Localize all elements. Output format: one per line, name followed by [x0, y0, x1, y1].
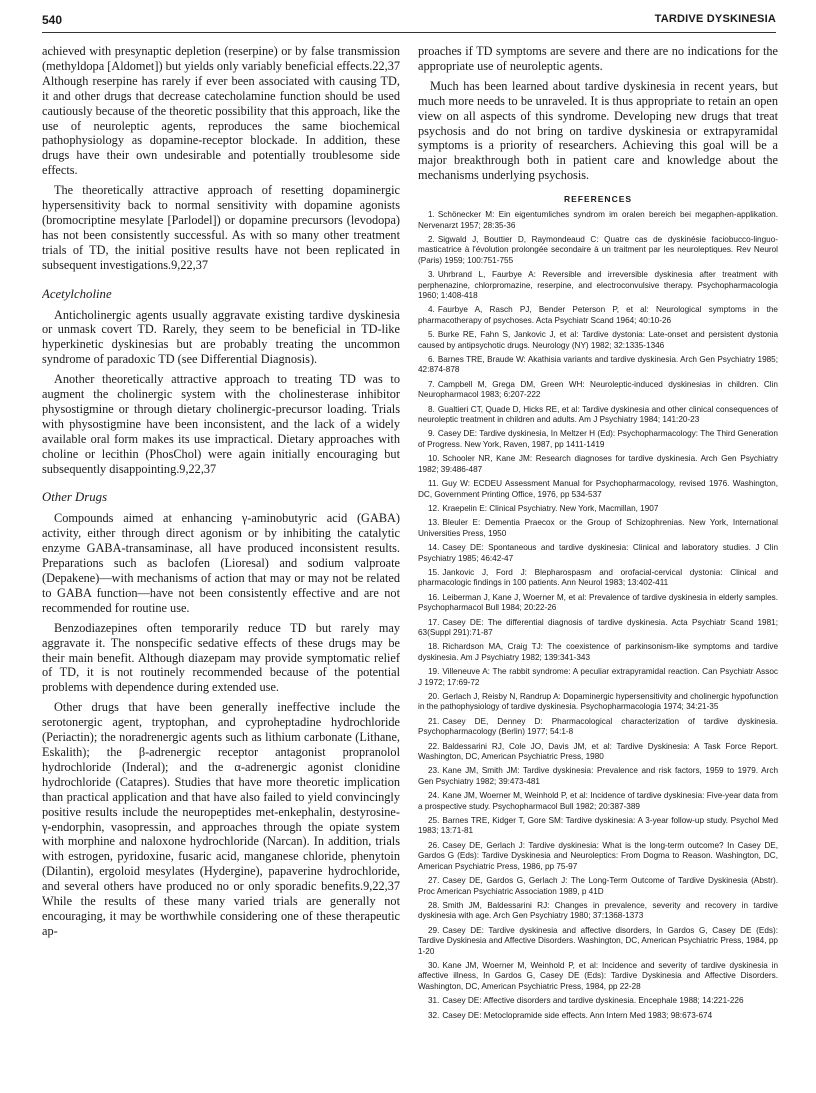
reference-number: 30. — [428, 960, 440, 970]
reference-number: 11. — [428, 479, 439, 489]
reference-item — [418, 692, 778, 713]
references-list — [418, 210, 778, 1021]
paragraph-gaba: Compounds aimed at enhancing γ-aminobutyric acid (GABA) activity, either through direct agonism or by inhibiting the catalytic enzyme GABA-transaminase, all have produced inconsistent results. Preparations such as baclofen (Lioresal) and sodium valproate (Depakene)—with mechanisms of action that may or may not be related to GABA function—have not been consistently effective and are not recommended for routine use. — [42, 511, 400, 615]
paragraph-benzodiazepines: Benzodiazepines often temporarily reduce TD but rarely may aggravate it. The nonspecific sedative effects of these drugs may be their main benefit. Although diazepam may provide symptomatic relief of TD, it is not routinely recommended because of the potential problems with dependence during extended use. — [42, 620, 400, 695]
reference-text: Casey DE, Gardos G, Gerlach J: The Long-Term Outcome of Tardive Dyskinesia (Abstr). Proc American Psychiatric Association 1989, p 41D — [418, 876, 778, 896]
reference-item — [418, 305, 778, 326]
reference-number: 32. — [428, 1010, 440, 1020]
reference-number: 20. — [428, 692, 440, 701]
reference-number: 26. — [428, 840, 440, 850]
reference-item — [418, 876, 778, 897]
reference-number: 19. — [428, 667, 440, 677]
paragraph-continuation: proaches if TD symptoms are severe and there are no indications for the appropriate use of neuroleptic agents. — [418, 44, 778, 73]
reference-item — [418, 543, 778, 564]
paragraph-dopamine-agonists: The theoretically attractive approach of resetting dopaminergic hypersensitivity back to normal sensitivity with dopamine agonists (bromocriptine mesylate [Parlodel]) or dopamine precursors (levodopa) has not been consistently successful. As with so many other treatment trials of TD, the initial positive results have not been replicated in subsequent investigations.9,22,37 — [42, 183, 400, 272]
reference-number: 12. — [428, 503, 440, 513]
reference-text: Gualtieri CT, Quade D, Hicks RE, et al: Tardive dyskinesia and other clinical consequences of neuroleptic treatment in children and adults. Am J Psychiatry 1984; 141:20-23 — [418, 404, 778, 425]
reference-item — [418, 742, 778, 763]
reference-text: Villeneuve A: The rabbit syndrome: A peculiar extrapyramidal reaction. Can Psychiatr Assoc J 1972; 17:69-72 — [418, 667, 778, 687]
reference-item — [418, 568, 778, 589]
reference-number: 23. — [428, 766, 440, 776]
paragraph-conclusion: Much has been learned about tardive dyskinesia in recent years, but much more needs to be unraveled. It is thus appropriate to retain an open view on all aspects of this syndrome. Developing new drugs that treat psychosis and do not bring on tardive dyskinesia or extrapyramidal symptoms is a priority of researchers. Achieving this goal will be a major breakthrough both in patient care and knowledge about the mechanisms underlying psychosis. — [418, 78, 778, 183]
reference-item — [418, 355, 778, 376]
reference-text: Kane JM, Woerner M, Weinhold P, et al: Incidence and severity of tardive dyskinesia in affective illness, In Gardos G, Casey DE (Eds): Tardive Dyskinesia and Affective Disorders. Washington, DC, American Psychiatric Press, 1984, pp 22-28 — [418, 960, 778, 991]
reference-text: Casey DE, Denney D: Pharmacological characterization of tardive dyskinesia. Psychopharmacology (Berlin) 1977; 54:1-8 — [418, 716, 778, 737]
reference-item — [418, 1011, 778, 1021]
right-column — [418, 44, 778, 1089]
reference-item — [418, 926, 778, 957]
reference-number: 3. — [428, 270, 435, 280]
reference-item — [418, 429, 778, 450]
reference-text: Schooler NR, Kane JM: Research diagnoses for tardive dyskinesia. Arch Gen Psychiatry 1982; 39:486-487 — [418, 454, 778, 474]
reference-number: 22. — [428, 741, 440, 751]
reference-text: Burke RE, Fahn S, Jankovic J, et al: Tardive dystonia: Late-onset and persistent dystonia caused by antipsychotic drugs. Neurology (NY) 1982; 32:1335-1346 — [418, 330, 778, 350]
reference-text: Guy W: ECDEU Assessment Manual for Psychopharmacology, revised 1976. Washington, DC, Government Printing Office, 1976, pp 534-537 — [418, 479, 778, 499]
reference-text: Casey DE, Gerlach J: Tardive dyskinesia: What is the long-term outcome? In Casey DE, Gardos G (Eds): Tardive Dyskinesia and Neuroleptics: From Dogma to Reason. Washington, DC, American Psychiatric Press, 1986, pp 75-97 — [418, 840, 778, 871]
reference-text: Kane JM, Smith JM: Tardive dyskinesia: Prevalence and risk factors, 1959 to 1979. Arch Gen Psychiatry 1982; 39:473-481 — [418, 766, 778, 786]
reference-item — [418, 270, 778, 301]
reference-text: Richardson MA, Craig TJ: The coexistence of parkinsonism-like symptoms and tardive dyskinesia. Am J Psychiatry 1982; 139:341-343 — [418, 642, 778, 662]
reference-item — [418, 454, 778, 475]
reference-number: 24. — [428, 791, 440, 801]
reference-text: Casey DE: Spontaneous and tardive dyskinesia: Clinical and laboratory studies. J Clin Psychiatry 1985; 46:42-47 — [418, 543, 778, 563]
reference-item — [418, 618, 778, 639]
reference-text: Leiberman J, Kane J, Woerner M, et al: Prevalence of tardive dyskinesia in elderly samples. Psychopharmacol Bull 1984; 20:22-26 — [418, 592, 778, 613]
paragraph-anticholinergic: Anticholinergic agents usually aggravate existing tardive dyskinesia or unmask covert TD. Rarely, they seem to be beneficial in TD-like hyperkinetic dyskinesias but are probably treating the uncommon syndrome of paradoxic TD (see Differential Diagnosis). — [42, 307, 400, 367]
reference-number: 9. — [428, 429, 435, 439]
page-header — [42, 10, 776, 33]
reference-item — [418, 841, 778, 872]
reference-number: 15. — [428, 567, 440, 577]
reference-number: 6. — [428, 355, 435, 365]
reference-text: Sigwald J, Bouttier D, Raymondeaud C: Quatre cas de dyskinésie faciobucco-linguo-masticatrice à l'évolution prolongée secondaire à un traitment par les neuroleptiques. Rev Neurol (Paris) 1959; 100:751-755 — [418, 234, 778, 265]
reference-item — [418, 479, 778, 500]
reference-number: 25. — [428, 816, 440, 826]
reference-text: Casey DE: The differential diagnosis of tardive dyskinesia. Acta Psychiatr Scand 1981; 63(Suppl 291):71-87 — [418, 617, 778, 637]
reference-text: Schönecker M: Ein eigentumliches syndrom im oralen bereich bei megaphen-applikation. Nervenarzt 1957; 28:35-36 — [418, 210, 778, 230]
reference-item — [418, 330, 778, 351]
reference-number: 31. — [428, 996, 440, 1006]
reference-number: 5. — [428, 330, 435, 340]
reference-text: Casey DE: Tardive dyskinesia, In Meltzer H (Ed): Psychopharmacology: The Third Generation of Progress. New York, Raven, 1987, pp 1411-1419 — [418, 429, 778, 449]
reference-number: 8. — [428, 404, 435, 414]
reference-item — [418, 961, 778, 992]
reference-text: Campbell M, Grega DM, Green WH: Neuroleptic-induced dyskinesias in children. Clin Neuropharmacol 1983; 6:207-222 — [418, 379, 778, 400]
reference-number: 4. — [428, 305, 435, 315]
reference-number: 27. — [428, 876, 440, 886]
reference-text: Gerlach J, Reisby N, Randrup A: Dopaminergic hypersensitivity and cholinergic hypofunction in the pathophysiology of tardive dyskinesia. Psychopharmacologia 1974; 34:21-35 — [418, 692, 778, 712]
reference-item — [418, 667, 778, 688]
reference-text: Uhrbrand L, Faurbye A: Reversible and irreversible dyskinesia after treatment with perphenazine, chlorpromazine, reserpine, and electroconvulsive therapy. Psychopharmacologia 1960; 1:408-418 — [418, 270, 778, 300]
section-heading-acetylcholine: Acetylcholine — [42, 286, 112, 301]
reference-number: 17. — [428, 617, 440, 627]
reference-number: 14. — [428, 543, 440, 553]
reference-number: 16. — [428, 592, 440, 602]
reference-item — [418, 791, 778, 812]
paragraph-cholinergic-augmentation: Another theoretically attractive approach to treating TD was to augment the cholinergic system with the cholinesterase inhibitor physostigmine or through dietary cholinergic-precursor loading. Trials with physostigmine have been inconsistent, and the lack of a widely available oral form makes its use impractical. Dietary approaches with choline or lecithin (PhosChol) were again initially encouraging but subsequently disappointing.9,22,37 — [42, 372, 400, 476]
reference-text: Kraepelin E: Clinical Psychiatry. New York, Macmillan, 1907 — [442, 503, 659, 513]
reference-item — [418, 405, 778, 426]
reference-text: Casey DE: Metoclopramide side effects. Ann Intern Med 1983; 98:673-674 — [442, 1010, 713, 1020]
section-heading-other-drugs: Other Drugs — [42, 490, 108, 505]
reference-number: 28. — [428, 900, 440, 910]
paragraph-ineffective-drugs: Other drugs that have been generally ineffective include the serotonergic agent, tryptophan, and cyproheptadine hydrochloride (Periactin); the noradrenergic agents such as lithium carbonate (Lithane, Eskalith); the β-adrenergic receptor antagonist propranolol hydrochloride (Inderal); and the α-adrenergic agonist clonidine hydrochloride (Catapres). Studies that have more theoretic implication than practical application and that have also failed to yield convincingly positive results include the neuropeptides met-enkephalin, destyrosine-γ-endorphin, vasopressin, and approaches through the opiate system with morphine and naloxone hydrochloride (Narcan). In addition, trials with estrogen, pyridoxine, fusaric acid, manganese chloride, phenytoin (Dilantin), ergoloid mesylates (Hydergine), papaverine hydrochloride, and several others have produced no or only sporadic benefits.9,22,37 While the results of these many varied trials are generally not encouraging, it may be worthwhile considering one of these therapeutic ap- — [42, 700, 400, 938]
reference-text: Smith JM, Baldessarini RJ: Changes in prevalence, severity and recovery in tardive dyskinesia with age. Arch Gen Psychiatry 1980; 37:1368-1373 — [418, 900, 778, 921]
reference-number: 7. — [428, 379, 435, 389]
reference-item — [418, 518, 778, 539]
reference-text: Baldessarini RJ, Cole JO, Davis JM, et al: Tardive Dyskinesia: A Task Force Report. Washington, DC, American Psychiatric Press, 1980 — [418, 741, 778, 762]
reference-number: 13. — [428, 518, 440, 528]
paragraph-presynaptic-depletion: achieved with presynaptic depletion (reserpine) or by false transmission (methyldopa [Aldomet]) but yields only variably beneficial effects.22,37 Although reserpine has rarely if ever been associated with causing TD, it and other drugs that decrease catecholamine function should be used cautiously because of the theoretic possibility that this approach, like the use of neuroleptic agents, reproduces the same biochemical pathophysiology as dopamine-receptor blockade. In addition, these drugs have their own undesirable and potentially troublesome side effects. — [42, 44, 400, 178]
reference-text: Barnes TRE, Kidger T, Gore SM: Tardive dyskinesia: A 3-year follow-up study. Psychol Med 1983; 13:71-81 — [418, 816, 778, 836]
reference-number: 2. — [428, 234, 435, 244]
references-heading: REFERENCES — [563, 194, 633, 205]
reference-text: Kane JM, Woerner M, Weinhold P, et al: Incidence of tardive dyskinesia: Five-year data from a prospective study. Psychopharmacol Bull 1982; 20:387-389 — [418, 791, 778, 811]
left-column — [42, 44, 400, 1084]
reference-item — [418, 766, 778, 787]
reference-number: 1. — [428, 210, 435, 220]
reference-item — [418, 235, 778, 266]
reference-item — [418, 901, 778, 922]
reference-item — [418, 210, 778, 231]
reference-number: 10. — [428, 454, 440, 464]
reference-number: 18. — [428, 642, 440, 652]
reference-text: Casey DE: Tardive dyskinesia and affective disorders, In Gardos G, Casey DE (Eds): Tardive Dyskinesia and Affective Disorders. Washington, DC, American Psychiatric Press, 1984, pp 1-20 — [418, 925, 778, 956]
reference-number: 21. — [428, 716, 440, 726]
reference-item — [418, 816, 778, 837]
reference-item — [418, 504, 778, 514]
reference-item — [418, 642, 778, 663]
reference-item — [418, 996, 778, 1006]
reference-text: Bleuler E: Dementia Praecox or the Group of Schizophrenias. New York, International Universities Press, 1950 — [418, 518, 778, 538]
page-number: 540 — [42, 13, 63, 27]
running-title: TARDIVE DYSKINESIA — [654, 13, 776, 25]
reference-text: Jankovic J, Ford J: Blepharospasm and orofacial-cervical dystonia: Clinical and pharmacologic findings in 100 patients. Ann Neurol 1983; 13:402-411 — [418, 567, 778, 588]
reference-item — [418, 593, 778, 614]
reference-text: Faurbye A, Rasch PJ, Bender Peterson P, et al: Neurological symptoms in the pharmacotherapy of psychoses. Acta Psychiatr Scand 1964; 40:10-26 — [418, 305, 778, 325]
reference-item — [418, 380, 778, 401]
reference-text: Barnes TRE, Braude W: Akathisia variants and tardive dyskinesia. Arch Gen Psychiatry 1985; 42:874-878 — [418, 355, 778, 375]
reference-number: 29. — [428, 925, 440, 935]
reference-text: Casey DE: Affective disorders and tardive dyskinesia. Encephale 1988; 14:221-226 — [442, 996, 744, 1006]
reference-item — [418, 717, 778, 738]
